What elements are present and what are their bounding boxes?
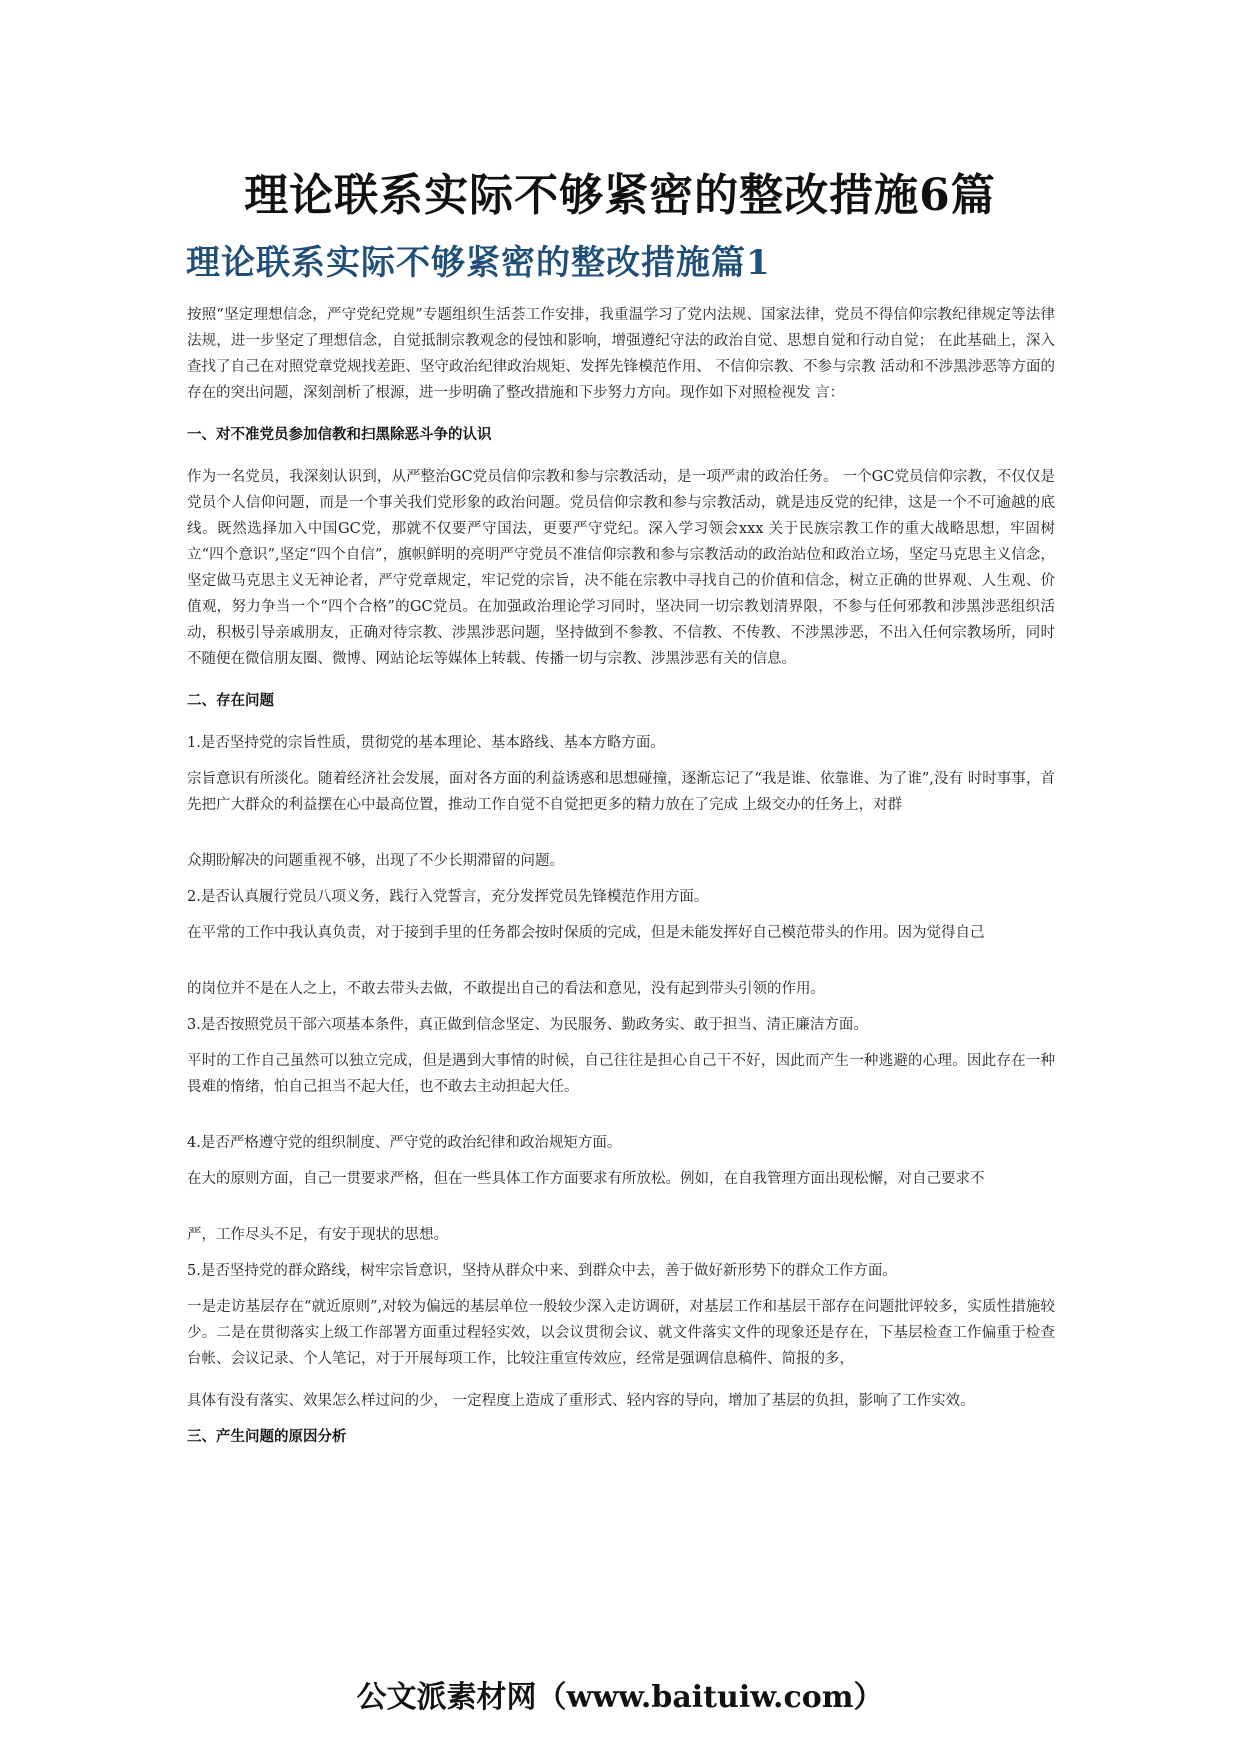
- page-gap: [187, 1110, 1055, 1130]
- item-5-text: 一是走访基层存在“就近原则”,对较为偏远的基层单位一般较少深入走访调研，对基层工作和基层干部存在问题批评较多，实质性措施较少。二是在贯彻落实上级工作部署方面重过程轻实效，以会议贯彻会议、就文件落实文件的现象还是存在，下基层检查工作偏重于检查台帐、会议记录、个人笔记，对于开展每项工作，比较注重宣传效应，经常是强调信息稿件、简报的多，: [187, 1299, 1055, 1367]
- document-title: 理论联系实际不够紧密的整改措施6篇: [244, 170, 996, 221]
- item-1-title: 1.是否坚持党的宗旨性质，贯彻党的基本理论、基本路线、基本方略方面。: [187, 735, 665, 751]
- footer-watermark: 公文派素材网（www.baituiw.com）: [356, 1680, 884, 1715]
- item-2-title: 2.是否认真履行党员八项义务，践行入党誓言，充分发挥党员先锋模范作用方面。: [187, 889, 709, 905]
- paragraph-1: 作为一名党员，我深刻认识到，从严整治GC党员信仰宗教和参与宗教活动，是一项严肃的政治任务。 一个GC党员信仰宗教，不仅仅是党员个人信仰问题，而是一个事关我们党形象的政治问题。党员信仰宗教和参与宗教活动，就是违反党的纪律，这是一个不可逾越的底线。既然选择加入中国GC党，那就不仅要严守国法，更要严守党纪。深入学习领会xxx 关于民族宗教工作的重大战略思想，牢固树立“四个意识”,坚定“四个自信”，旗帜鲜明的亮明严守党员不准信仰宗教和参与宗教活动的政治站位和政治立场，坚定马克思主义信念，坚定做马克思主义无神论者，严守党章规定，牢记党的宗旨，决不能在宗教中寻找自己的价值和信念，树立正确的世界观、人生观、价值观，努力争当一个“四个合格”的GC党员。在加强政治理论学习同时，坚决同一切宗教划清界限，不参与任何邪教和涉黑涉恶组织活动，积极引导亲戚朋友，正确对待宗教、涉黑涉恶问题，坚持做到不参教、不信教、不传教、不涉黑涉恶，不出入任何宗教场所，同时不随便在微信朋友圈、微博、网站论坛等媒体上转载、传播一切与宗教、涉黑涉恶有关的信息。: [187, 469, 1055, 667]
- page-gap: [187, 1202, 1055, 1222]
- item-4-text-cont: 严，工作尽头不足，有安于现状的思想。: [187, 1227, 448, 1243]
- page-gap: [187, 828, 1055, 848]
- page-gap: [187, 956, 1055, 976]
- item-3-text: 平时的工作自己虽然可以独立完成，但是遇到大事情的时候，自己往往是担心自己干不好，因此而产生一种逃避的心理。因此存在一种畏难的惰绪，怕自己担当不起大任，也不敢去主动担起大任。: [187, 1053, 1055, 1095]
- section-title: 理论联系实际不够紧密的整改措施篇1: [186, 243, 771, 283]
- heading-1: 一、对不准党员参加信教和扫黑除恶斗争的认识: [187, 427, 492, 443]
- item-3-title: 3.是否按照党员干部六项基本条件，真正做到信念坚定、为民服务、勤政务实、敢于担当、清正廉洁方面。: [187, 1017, 868, 1033]
- item-1-text: 宗旨意识有所淡化。随着经济社会发展，面对各方面的利益诱惑和思想碰撞，逐渐忘记了“我是谁、依靠谁、为了谁”,没有 时时事事，首先把广大群众的利益摆在心中最高位置，推动工作自觉不自觉把更多的精力放在了完成 上级交办的任务上，对群: [187, 771, 1055, 813]
- heading-2: 二、存在问题: [187, 693, 274, 709]
- item-4-text: 在大的原则方面，自己一贯要求严格，但在一些具体工作方面要求有所放松。例如，在自我管理方面出现松懈，对自己要求不: [187, 1171, 985, 1187]
- document-body: [187, 302, 1055, 1466]
- item-5-title: 5.是否坚持党的群众路线，树牢宗旨意识，坚持从群众中来、到群众中去，善于做好新形势下的群众工作方面。: [187, 1263, 897, 1279]
- intro-paragraph: 按照“坚定理想信念，严守党纪党规”专题组织生活荟工作安排，我重温学习了党内法规、国家法律，党员不得信仰宗教纪律规定等法律法规，进一步坚定了理想信念，自觉抵制宗教观念的侵蚀和影响，增强遵纪守法的政治自觉、思想自觉和行动自觉； 在此基础上，深入查找了自己在对照党章党规找差距、坚守政治纪律政治规矩、发挥先锋模范作用、 不信仰宗教、不参与宗教 活动和不涉黑涉恶等方面的存在的突出问题，深刻剖析了根源，进一步明确了整改措施和下步努力方向。现作如下对照检视发 言：: [187, 307, 1055, 401]
- item-4-title: 4.是否严格遵守党的组织制度、严守党的政治纪律和政治规矩方面。: [187, 1135, 622, 1151]
- item-2-text: 在平常的工作中我认真负责，对于接到手里的任务都会按时保质的完成，但是未能发挥好自己模范带头的作用。因为觉得自己: [187, 925, 985, 941]
- item-2-text-cont: 的岗位并不是在人之上，不敢去带头去做，不敢提出自己的看法和意见，没有起到带头引领的作用。: [187, 981, 825, 997]
- item-1-text-cont: 众期盼解决的问题重视不够，出现了不少长期滞留的问题。: [187, 853, 564, 869]
- item-5-text-cont: 具体有没有落实、效果怎么样过问的少， 一定程度上造成了重形式、轻内容的导向，增加了基层的负担，影响了工作实效。: [187, 1393, 975, 1409]
- heading-3: 三、产生问题的原因分析: [187, 1429, 347, 1445]
